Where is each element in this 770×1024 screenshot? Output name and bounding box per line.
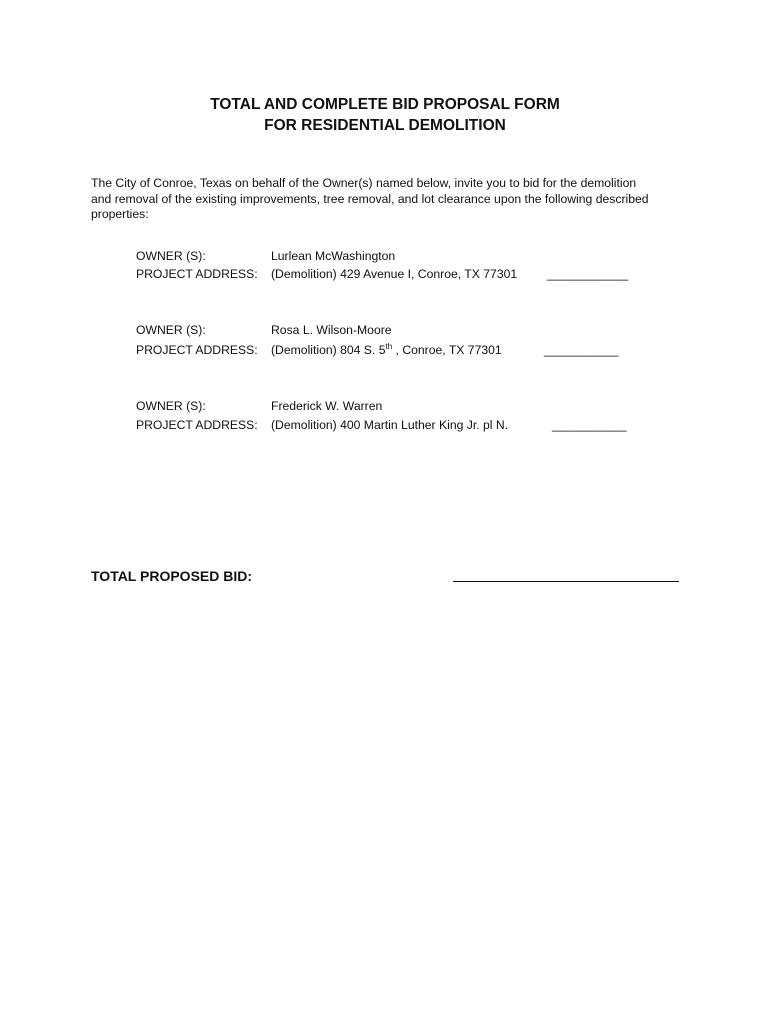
intro-line: properties: [91,207,149,221]
form-title-line-1: TOTAL AND COMPLETE BID PROPOSAL FORM [210,96,560,113]
total-proposed-bid-line[interactable] [453,581,679,582]
owner-name: Rosa L. Wilson-Moore [271,323,392,337]
project-address-label: PROJECT ADDRESS: [136,343,258,357]
project-address: (Demolition) 429 Avenue I, Conroe, TX 77301 [271,267,518,281]
owner-name: Frederick W. Warren [271,399,383,413]
intro-paragraph [91,176,681,223]
project-address-text: , Conroe, TX 77301 [392,343,502,357]
intro-line: The City of Conroe, Texas on behalf of the Owner(s) named below, invite you to bid for the demolition [91,176,637,190]
bid-amount-blank[interactable]: ___________ [544,343,619,357]
owner-name: Lurlean McWashington [271,249,396,263]
bid-amount-blank[interactable]: ____________ [547,267,629,281]
owner-label: OWNER (S): [136,323,206,337]
project-address-label: PROJECT ADDRESS: [136,418,258,432]
owner-label: OWNER (S): [136,249,206,263]
project-address-label: PROJECT ADDRESS: [136,267,258,281]
bid-amount-blank[interactable]: ___________ [552,418,627,432]
ordinal-suffix: th [385,341,393,351]
project-address: (Demolition) 400 Martin Luther King Jr. pl N. [271,418,509,432]
project-address [271,342,502,358]
form-title-line-2: FOR RESIDENTIAL DEMOLITION [264,117,506,134]
intro-line: and removal of the existing improvements, tree removal, and lot clearance upon the following described [91,191,649,206]
owner-label: OWNER (S): [136,399,206,413]
project-address-text: (Demolition) 804 S. 5 [271,343,386,357]
total-proposed-bid-label: TOTAL PROPOSED BID: [91,568,253,584]
